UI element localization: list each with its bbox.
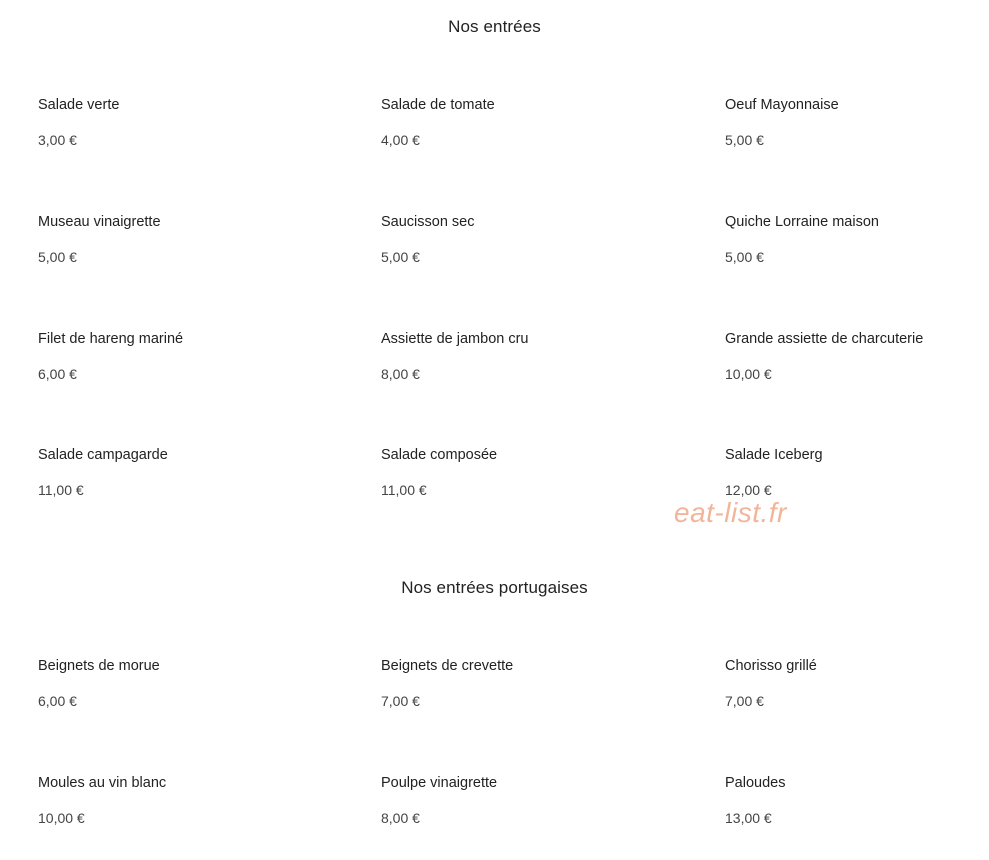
item-name: Assiette de jambon cru [381, 331, 529, 347]
item-name: Museau vinaigrette [38, 214, 161, 230]
item-name: Chorisso grillé [725, 658, 817, 674]
item-name: Salade composée [381, 447, 498, 463]
section-title-entrees: Nos entrées [448, 17, 541, 36]
section-title-entrees-portugaises: Nos entrées portugaises [401, 578, 588, 597]
item-name: Salade campagarde [38, 447, 168, 463]
menu-item [725, 330, 989, 383]
item-price: 3,00 € [38, 132, 77, 148]
menu-item [38, 330, 338, 383]
item-name: Paloudes [725, 775, 786, 791]
menu-item [38, 213, 338, 266]
watermark-text: eat-list.fr [674, 497, 787, 528]
item-price: 10,00 € [38, 810, 85, 826]
item-name: Beignets de morue [38, 658, 160, 674]
menu-item [381, 446, 681, 499]
item-price: 5,00 € [381, 249, 420, 265]
item-price: 11,00 € [381, 482, 427, 498]
item-price: 10,00 € [725, 366, 772, 382]
item-name: Beignets de crevette [381, 658, 514, 674]
item-price: 11,00 € [38, 482, 84, 498]
item-price: 13,00 € [725, 810, 772, 826]
menu-item [725, 446, 989, 499]
item-name: Saucisson sec [381, 214, 475, 230]
item-price: 12,00 € [725, 482, 772, 498]
menu-item [381, 774, 681, 827]
menu-item [381, 213, 681, 266]
item-name: Salade verte [38, 97, 120, 113]
item-price: 6,00 € [38, 366, 77, 382]
menu-item [381, 657, 681, 710]
menu-item [725, 213, 989, 266]
menu-item [38, 446, 338, 499]
item-price: 8,00 € [381, 366, 420, 382]
item-name: Grande assiette de charcuterie [725, 331, 924, 347]
item-name: Quiche Lorraine maison [725, 214, 879, 230]
item-price: 4,00 € [381, 132, 420, 148]
menu-item [38, 96, 338, 149]
item-name: Filet de hareng mariné [38, 331, 184, 347]
item-name: Oeuf Mayonnaise [725, 97, 839, 113]
menu-item [725, 657, 989, 710]
item-name: Moules au vin blanc [38, 775, 167, 791]
menu-item [38, 774, 338, 827]
item-price: 5,00 € [725, 132, 764, 148]
item-price: 7,00 € [381, 693, 420, 709]
item-price: 5,00 € [725, 249, 764, 265]
item-price: 5,00 € [38, 249, 77, 265]
item-name: Salade Iceberg [725, 447, 823, 463]
menu-item [381, 330, 681, 383]
menu-item [381, 96, 681, 149]
menu-item [725, 96, 989, 149]
item-name: Salade de tomate [381, 97, 495, 113]
item-price: 6,00 € [38, 693, 77, 709]
menu-item [38, 657, 338, 710]
menu-item [725, 774, 989, 827]
item-name: Poulpe vinaigrette [381, 775, 498, 791]
item-price: 7,00 € [725, 693, 764, 709]
item-price: 8,00 € [381, 810, 420, 826]
